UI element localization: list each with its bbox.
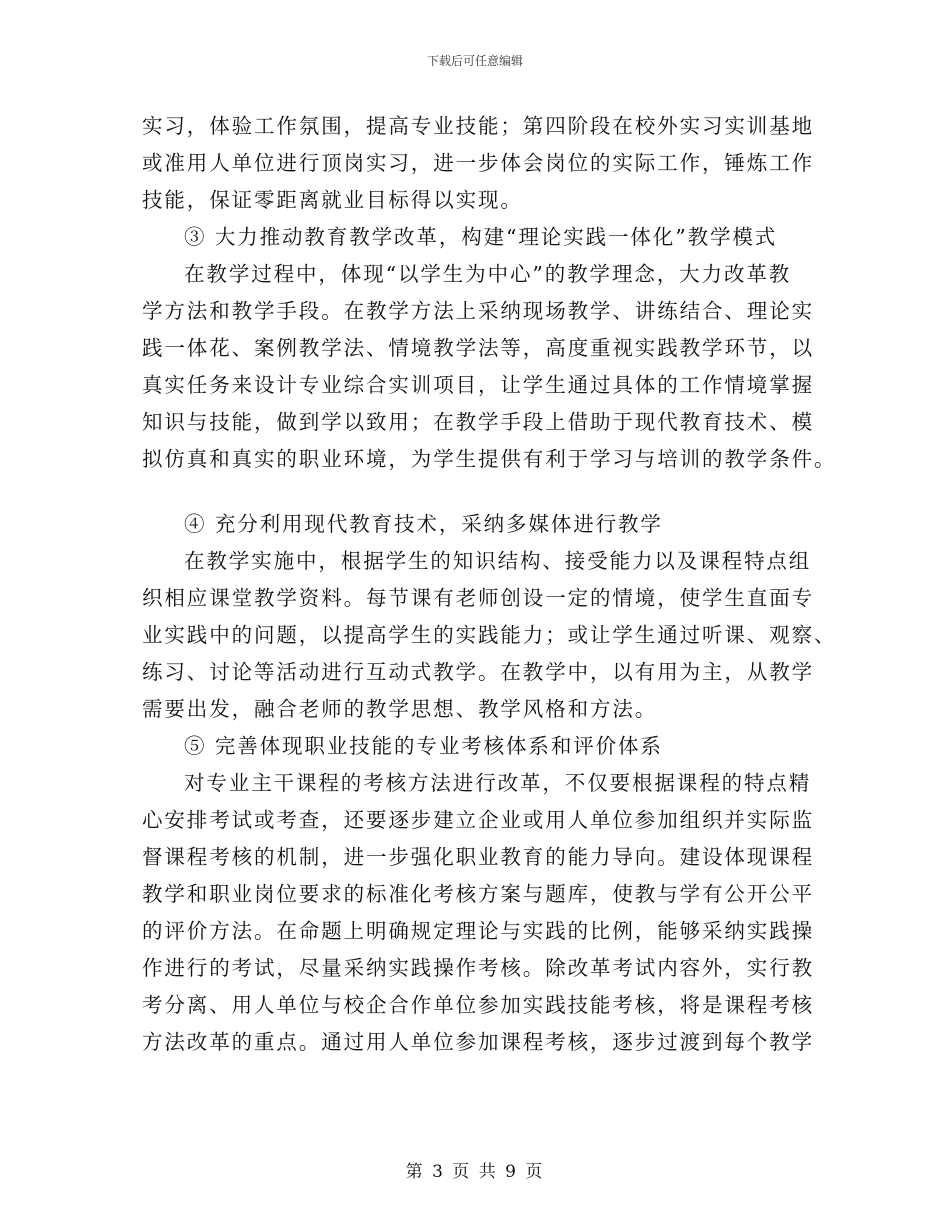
text-line: 考分离、用人单位与校企合作单位参加实践技能考核，将是课程考核: [142, 993, 814, 1017]
text-line: 对专业主干课程的考核方法进行改革，不仅要根据课程的特点精: [184, 771, 812, 795]
text-line: 教学和职业岗位要求的标准化考核方案与题库，使教与学有公开公平: [142, 882, 814, 906]
text-line: 方法改革的重点。通过用人单位参加课程考核，逐步过渡到每个教学: [142, 1030, 814, 1054]
section-heading: ③ 大力推动教育教学改革，构建“理论实践一体化”教学模式: [184, 225, 778, 249]
paragraph: [142, 765, 822, 1061]
document-body: [142, 108, 837, 1061]
page-header: 下载后可任意编辑: [426, 54, 523, 68]
text-line: 在教学实施中，根据学生的知识结构、接受能力以及课程特点组: [184, 549, 812, 573]
text-line: 织相应课堂教学资料。每节课有老师创设一定的情境，使学生直面专: [142, 586, 814, 610]
text-line: 真实任务来设计专业综合实训项目，让学生通过具体的工作情境掌握: [142, 373, 814, 397]
text-line: 或准用人单位进行顶岗实习，进一步体会岗位的实际工作，锤炼工作: [142, 151, 814, 175]
text-line: 业实践中的问题，以提高学生的实践能力；或让学生通过听课、观察、: [142, 623, 837, 647]
text-line: 的评价方法。在命题上明确规定理论与实践的比例，能够采纳实践操: [142, 919, 814, 943]
text-line: 练习、讨论等活动进行互动式教学。在教学中，以有用为主，从教学: [142, 660, 814, 684]
paragraph: [142, 543, 837, 728]
paragraph: [142, 108, 822, 219]
text-line: 需要出发，融合老师的教学思想、教学风格和方法。: [142, 697, 658, 721]
page-number-footer: 第 3 页 共 9 页: [405, 1162, 545, 1182]
section-heading: ⑤ 完善体现职业技能的专业考核体系和评价体系: [184, 734, 663, 758]
text-line: 践一体花、案例教学法、情境教学法等，高度重视实践教学环节，以: [142, 336, 814, 360]
text-line: 技能，保证零距离就业目标得以实现。: [142, 188, 523, 212]
paragraph: [142, 256, 837, 478]
text-line: 心安排考试或考查，还要逐步建立企业或用人单位参加组织并实际监: [142, 808, 814, 832]
section-heading: ④ 充分利用现代教育技术，采纳多媒体进行教学: [184, 512, 663, 536]
text-line: 在教学过程中，体现“以学生为中心”的教学理念，大力改革教: [184, 262, 792, 286]
text-line: 知识与技能，做到学以致用；在教学手段上借助于现代教育技术、模: [142, 410, 814, 434]
text-line: 督课程考核的机制，进一步强化职业教育的能力导向。建设体现课程: [142, 845, 814, 869]
text-line: 实习，体验工作氛围，提高专业技能；第四阶段在校外实习实训基地: [142, 114, 814, 138]
text-line: 作进行的考试，尽量采纳实践操作考核。除改革考试内容外，实行教: [142, 956, 814, 980]
text-line: 拟仿真和真实的职业环境，为学生提供有利于学习与培训的教学条件。: [142, 447, 837, 471]
paragraph-gap: [142, 478, 822, 506]
text-line: 学方法和教学手段。在教学方法上采纳现场教学、讲练结合、理论实: [142, 299, 814, 323]
